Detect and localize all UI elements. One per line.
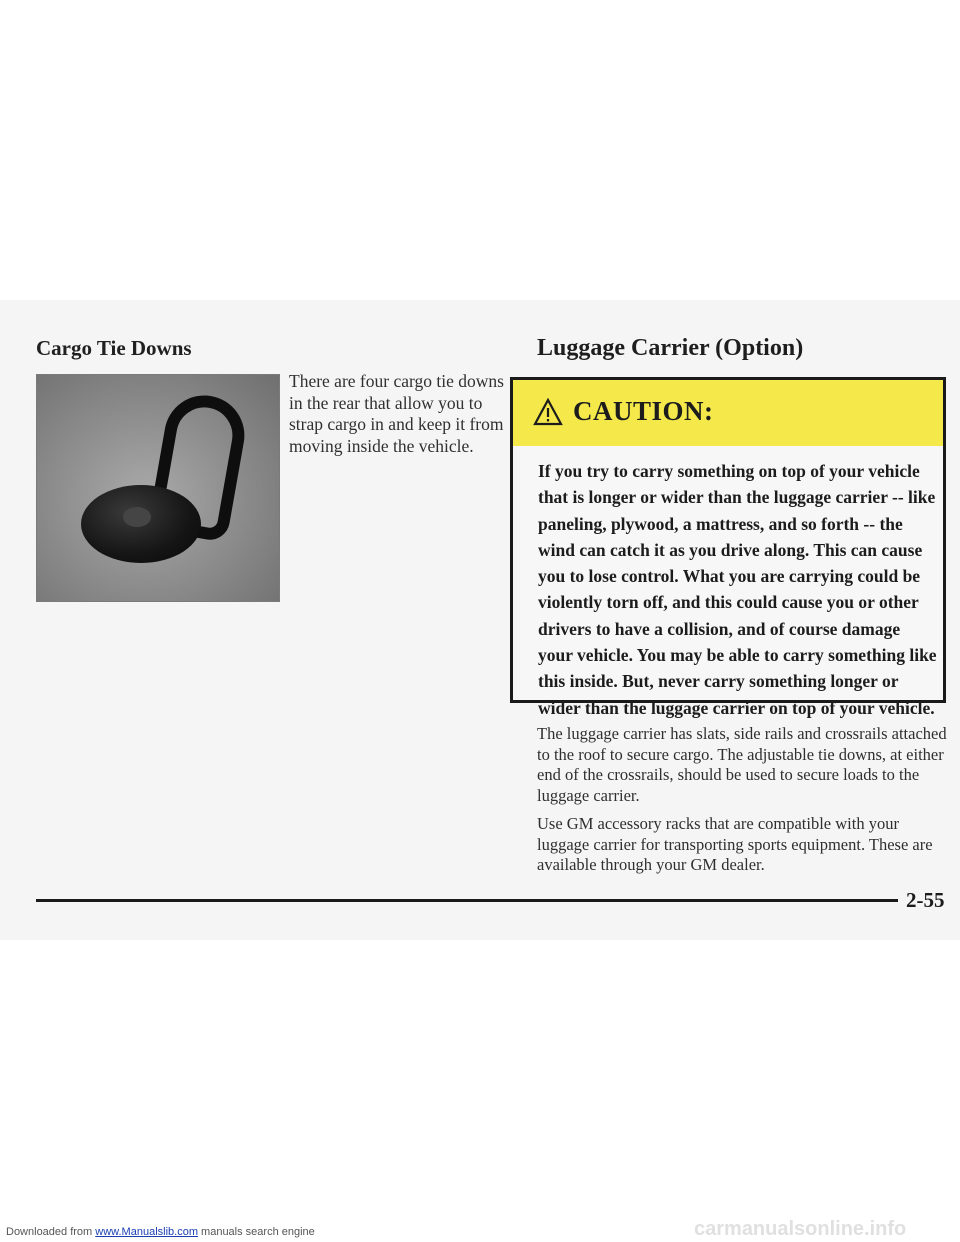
manualslib-link[interactable]: www.Manualslib.com <box>95 1226 198 1238</box>
cargo-tie-down-photo <box>36 374 280 602</box>
caution-text: If you try to carry something on top of your vehicle that is longer or wider than the luggage carrier -- like paneling, plywood, a mattress, and so forth -- the wind can catch it as you drive along. This can cause you to lose control. What you are carrying could be violently torn off, and this could cause you or other drivers to have a collision, and of course damage your vehicle. You may be able to carry something like this inside. But, never carry something longer or wider than the luggage carrier on top of your vehicle. <box>538 461 937 718</box>
cargo-tie-downs-heading: Cargo Tie Downs <box>36 336 192 360</box>
tie-down-bolt <box>123 507 151 527</box>
cargo-tie-downs-text: There are four cargo tie downs in the rear that allow you to strap cargo in and keep it from moving inside the vehicle. <box>289 371 504 456</box>
caution-title: CAUTION: <box>573 396 714 426</box>
download-footer <box>6 1226 315 1238</box>
caution-box <box>510 377 946 718</box>
luggage-carrier-paragraph-1: The luggage carrier has slats, side rails and crossrails attached to the roof to secure cargo. The adjustable tie downs, at either end of the crossrails, should be used to secure loads to the luggage carrier. <box>537 724 947 805</box>
footer-prefix: Downloaded from <box>6 1226 96 1238</box>
footer-rule <box>36 899 898 902</box>
page-number: 2-55 <box>906 888 945 912</box>
luggage-carrier-paragraph-2: Use GM accessory racks that are compatible with your luggage carrier for transporting sports equipment. These are available through your GM dealer. <box>537 814 933 874</box>
luggage-carrier-heading: Luggage Carrier (Option) <box>537 335 804 361</box>
warning-triangle-icon <box>533 398 563 426</box>
footer-suffix: manuals search engine <box>197 1226 315 1238</box>
caution-header <box>513 380 943 446</box>
watermark: carmanualsonline.info <box>694 1218 907 1240</box>
